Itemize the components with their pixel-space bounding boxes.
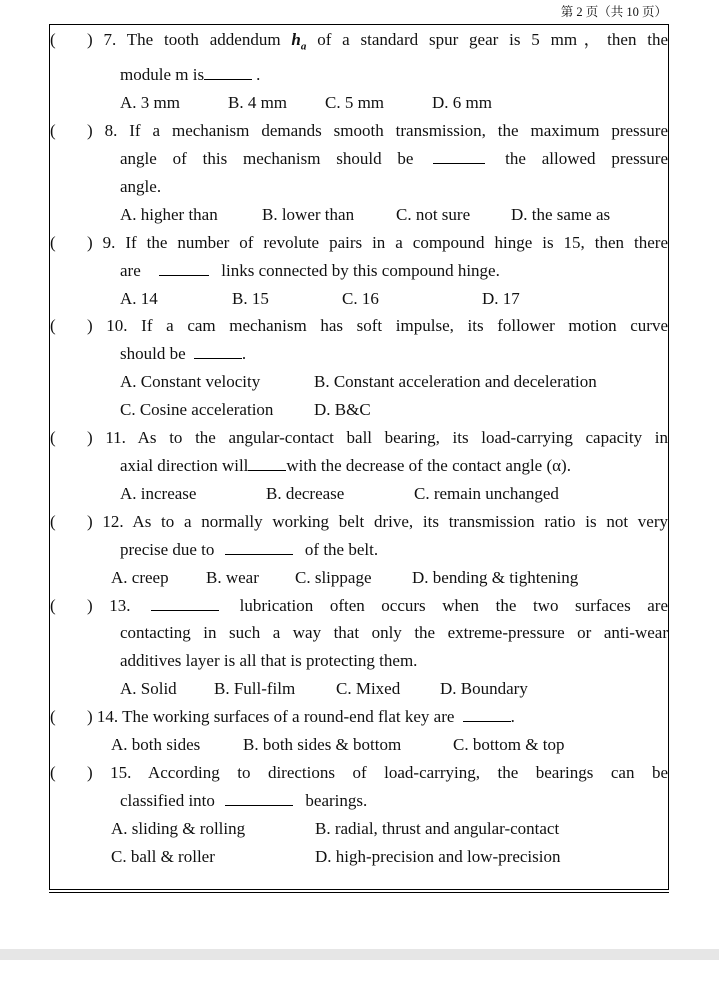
answer-blank[interactable] xyxy=(194,340,242,359)
question-9-options xyxy=(50,285,668,313)
question-7-line-2: module m is . xyxy=(50,61,668,89)
question-8-line-3: angle. xyxy=(120,176,162,196)
question-11-options xyxy=(50,480,668,508)
question-13-options xyxy=(50,675,668,703)
option-c[interactable]: C. remain unchanged xyxy=(414,483,559,503)
option-a[interactable]: A. Solid xyxy=(120,679,177,699)
answer-blank[interactable] xyxy=(225,536,293,555)
question-8-line-2: angle of this mechanism should be the allowed pressure xyxy=(50,145,668,173)
answer-paren[interactable]: ( xyxy=(50,30,56,49)
option-c[interactable]: C. not sure xyxy=(396,204,471,224)
option-b[interactable]: B. 15 xyxy=(232,288,269,308)
option-a[interactable]: A. both sides xyxy=(111,735,201,755)
option-c[interactable]: C. 16 xyxy=(342,288,379,308)
question-10-line-1: ( ) 10. If a cam mechanism has soft impulse, its follower motion curve xyxy=(50,312,668,340)
question-9-line-1: ( ) 9. If the number of revolute pairs in a compound hinge is 15, then there xyxy=(50,229,668,257)
answer-blank[interactable] xyxy=(433,145,485,164)
option-d[interactable]: D. 17 xyxy=(482,288,520,308)
option-b[interactable]: B. both sides & bottom xyxy=(243,735,402,755)
answer-paren[interactable]: ( xyxy=(50,511,56,531)
option-c[interactable]: C. bottom & top xyxy=(453,735,565,755)
option-a[interactable]: A. creep xyxy=(111,567,169,587)
option-a[interactable]: A. 3 mm xyxy=(120,93,180,113)
option-c[interactable]: C. 5 mm xyxy=(325,93,385,113)
question-10-line-2: should be . xyxy=(50,340,668,368)
option-a[interactable]: A. Constant velocity xyxy=(120,372,261,392)
question-10-options-row-1 xyxy=(50,368,668,396)
question-12-line-2: precise due to of the belt. xyxy=(50,536,668,564)
option-b[interactable]: B. lower than xyxy=(262,204,355,224)
answer-blank[interactable] xyxy=(159,257,209,276)
question-15 xyxy=(50,759,668,871)
answer-paren[interactable]: ( xyxy=(50,762,56,782)
question-9 xyxy=(50,229,668,313)
option-c[interactable]: C. ball & roller xyxy=(111,846,215,866)
viewer-bottom-bar xyxy=(0,949,719,960)
addendum-symbol: $h_a$ xyxy=(291,30,307,53)
answer-paren[interactable]: ( xyxy=(50,232,56,252)
question-10 xyxy=(50,312,668,424)
option-a[interactable]: A. sliding & rolling xyxy=(111,818,246,838)
page-number-header: 第 2 页（共 10 页） xyxy=(560,5,667,19)
option-b[interactable]: B. decrease xyxy=(266,483,345,503)
question-15-line-1: ( ) 15. According to directions of load-carrying, the bearings can be xyxy=(50,759,668,787)
question-14-line-1: ( ) 14. The working surfaces of a round-end flat key are . xyxy=(50,703,668,731)
answer-paren[interactable]: ( xyxy=(50,121,56,141)
answer-blank[interactable] xyxy=(151,592,219,611)
question-7-line-1: ( ) 7. The tooth addendum $h_a$ of a standard spur gear is 5 mm，then the xyxy=(50,26,668,61)
option-a[interactable]: A. 14 xyxy=(120,288,158,308)
option-d[interactable]: D. B&C xyxy=(314,400,371,420)
question-12-line-1: ( ) 12. As to a normally working belt drive, its transmission ratio is not very xyxy=(50,508,668,536)
question-13-line-3: additives layer is all that is protecting them. xyxy=(120,651,418,671)
answer-blank[interactable] xyxy=(248,452,286,471)
answer-paren[interactable]: ( xyxy=(50,595,56,615)
question-13 xyxy=(50,592,668,704)
frame-double-rule xyxy=(49,892,669,893)
option-c[interactable]: C. slippage xyxy=(295,567,372,587)
option-b[interactable]: B. 4 mm xyxy=(228,93,288,113)
question-8 xyxy=(50,117,668,229)
option-b[interactable]: B. Constant acceleration and deceleration xyxy=(314,372,597,392)
answer-paren[interactable]: ( xyxy=(50,428,56,448)
question-11 xyxy=(50,424,668,508)
question-10-options-row-2 xyxy=(50,396,668,424)
option-d[interactable]: D. 6 mm xyxy=(432,93,492,113)
option-c[interactable]: C. Mixed xyxy=(336,679,401,699)
question-8-line-1: ( ) 8. If a mechanism demands smooth transmission, the maximum pressure xyxy=(50,117,668,145)
answer-blank[interactable] xyxy=(204,61,252,80)
question-14-options xyxy=(50,731,668,759)
question-8-options xyxy=(50,201,668,229)
question-15-line-2: classified into bearings. xyxy=(50,787,668,815)
option-b[interactable]: B. wear xyxy=(206,567,259,587)
answer-paren[interactable]: ( xyxy=(50,316,56,336)
option-b[interactable]: B. radial, thrust and angular-contact xyxy=(315,818,560,838)
option-c[interactable]: C. Cosine acceleration xyxy=(120,400,274,420)
question-12-options xyxy=(50,564,668,592)
option-d[interactable]: D. Boundary xyxy=(440,679,528,699)
question-12 xyxy=(50,508,668,592)
question-13-line-1: ( ) 13. lubrication often occurs when the two surfaces are xyxy=(50,592,668,620)
option-b[interactable]: B. Full-film xyxy=(214,679,296,699)
question-7 xyxy=(50,26,668,117)
question-11-line-1: ( ) 11. As to the angular-contact ball bearing, its load-carrying capacity in xyxy=(50,424,668,452)
question-7-options xyxy=(50,89,668,117)
option-d[interactable]: D. the same as xyxy=(511,204,611,224)
question-15-options-row-1 xyxy=(50,815,668,843)
question-14 xyxy=(50,703,668,759)
question-15-options-row-2 xyxy=(50,843,668,871)
question-13-line-2: contacting in such a way that only the extreme-pressure or anti-wear xyxy=(120,623,668,643)
option-d[interactable]: D. high-precision and low-precision xyxy=(315,846,561,866)
option-d[interactable]: D. bending & tightening xyxy=(412,567,579,587)
option-a[interactable]: A. increase xyxy=(120,483,197,503)
option-a[interactable]: A. higher than xyxy=(120,204,218,224)
answer-paren[interactable]: ( xyxy=(50,707,56,727)
question-9-line-2: are links connected by this compound hinge. xyxy=(50,257,668,285)
questions-list xyxy=(50,26,668,871)
question-11-line-2: axial direction will with the decrease of the contact angle (α). xyxy=(50,452,668,480)
answer-blank[interactable] xyxy=(225,787,293,806)
answer-blank[interactable] xyxy=(463,703,511,722)
